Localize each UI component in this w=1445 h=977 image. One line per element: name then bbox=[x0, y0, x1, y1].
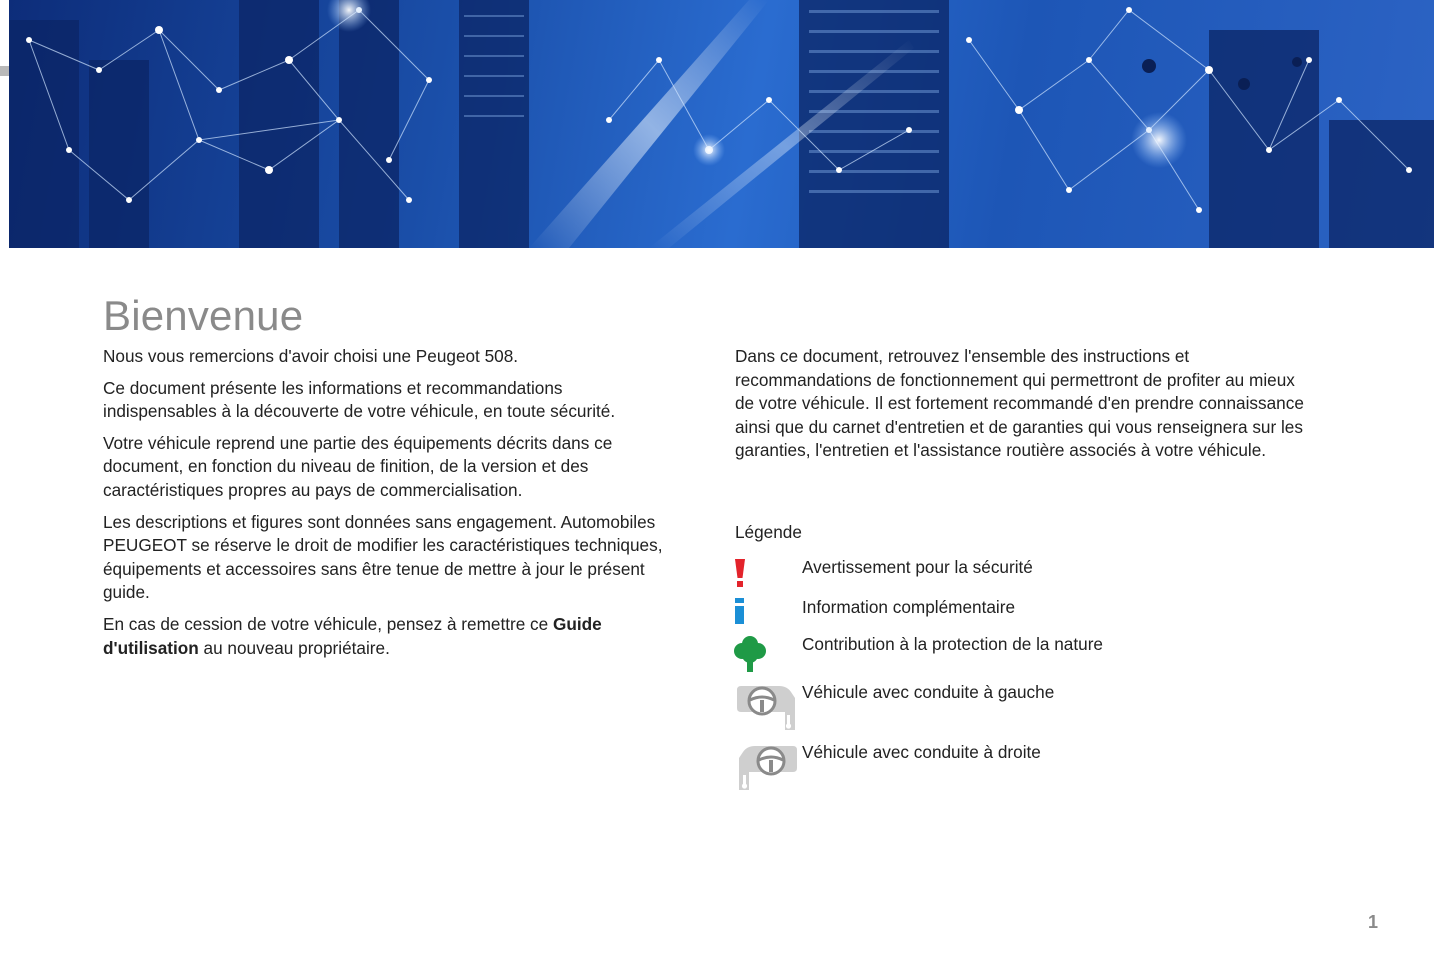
transfer-text-start: En cas de cession de votre véhicule, pensez à remettre ce bbox=[103, 613, 553, 634]
intro-paragraph-transfer bbox=[103, 613, 663, 660]
intro-column-right bbox=[735, 345, 1305, 471]
warning-exclamation-icon bbox=[733, 559, 747, 592]
page-title: Bienvenue bbox=[103, 292, 304, 339]
transfer-text-end: au nouveau propriétaire. bbox=[198, 637, 390, 658]
legend-label-left-drive: Véhicule avec conduite à gauche bbox=[802, 682, 1055, 702]
intro-paragraph-purpose: Ce document présente les informations et recommandations indispensables à la découverte de votre véhicule, en toute sécurité. bbox=[103, 377, 616, 422]
network-city-illustration bbox=[9, 0, 1434, 248]
intro-paragraph-thanks: Nous vous remercions d'avoir choisi une Peugeot 508. bbox=[103, 346, 519, 366]
header-banner-image bbox=[9, 0, 1434, 248]
legend-label-info: Information complémentaire bbox=[802, 597, 1016, 617]
legend-label-nature: Contribution à la protection de la nature bbox=[802, 634, 1103, 654]
legend-title: Légende bbox=[735, 522, 802, 542]
document-usage-paragraph: Dans ce document, retrouvez l'ensemble des instructions et recommandations de fonctionnement qui permettront de profiter au mieux de votre véhicule. Il est fortement recommandé d'en prendre connaissance ainsi que du carnet d'entretien et de garanties qui vous renseignera sur les garanties, l'entretien et l'assistance routière associés à votre véhicule. bbox=[735, 346, 1304, 461]
side-tab-marker bbox=[0, 66, 9, 76]
intro-paragraph-disclaimer: Les descriptions et figures sont données sans engagement. Automobiles PEUGEOT se réserve le droit de modifier les caractéristiques techniques, équipements et accessoires sans être tenue de mettre à jour le présent guide. bbox=[103, 511, 663, 603]
legend-label-warning: Avertissement pour la sécurité bbox=[802, 557, 1033, 577]
left-hand-drive-icon bbox=[735, 684, 799, 737]
guide-name-bold: Guide d'utilisation bbox=[103, 613, 602, 658]
intro-paragraph-equipment: Votre véhicule reprend une partie des équipements décrits dans ce document, en fonction du niveau de finition, de la version et des caractéristiques propres au pays de commercialisation. bbox=[103, 432, 613, 500]
right-hand-drive-icon bbox=[735, 744, 799, 797]
information-icon bbox=[734, 598, 746, 629]
page-number: 1 bbox=[1368, 912, 1379, 932]
legend-label-right-drive: Véhicule avec conduite à droite bbox=[802, 742, 1041, 762]
tree-icon bbox=[733, 635, 767, 678]
intro-column-left bbox=[103, 345, 663, 668]
